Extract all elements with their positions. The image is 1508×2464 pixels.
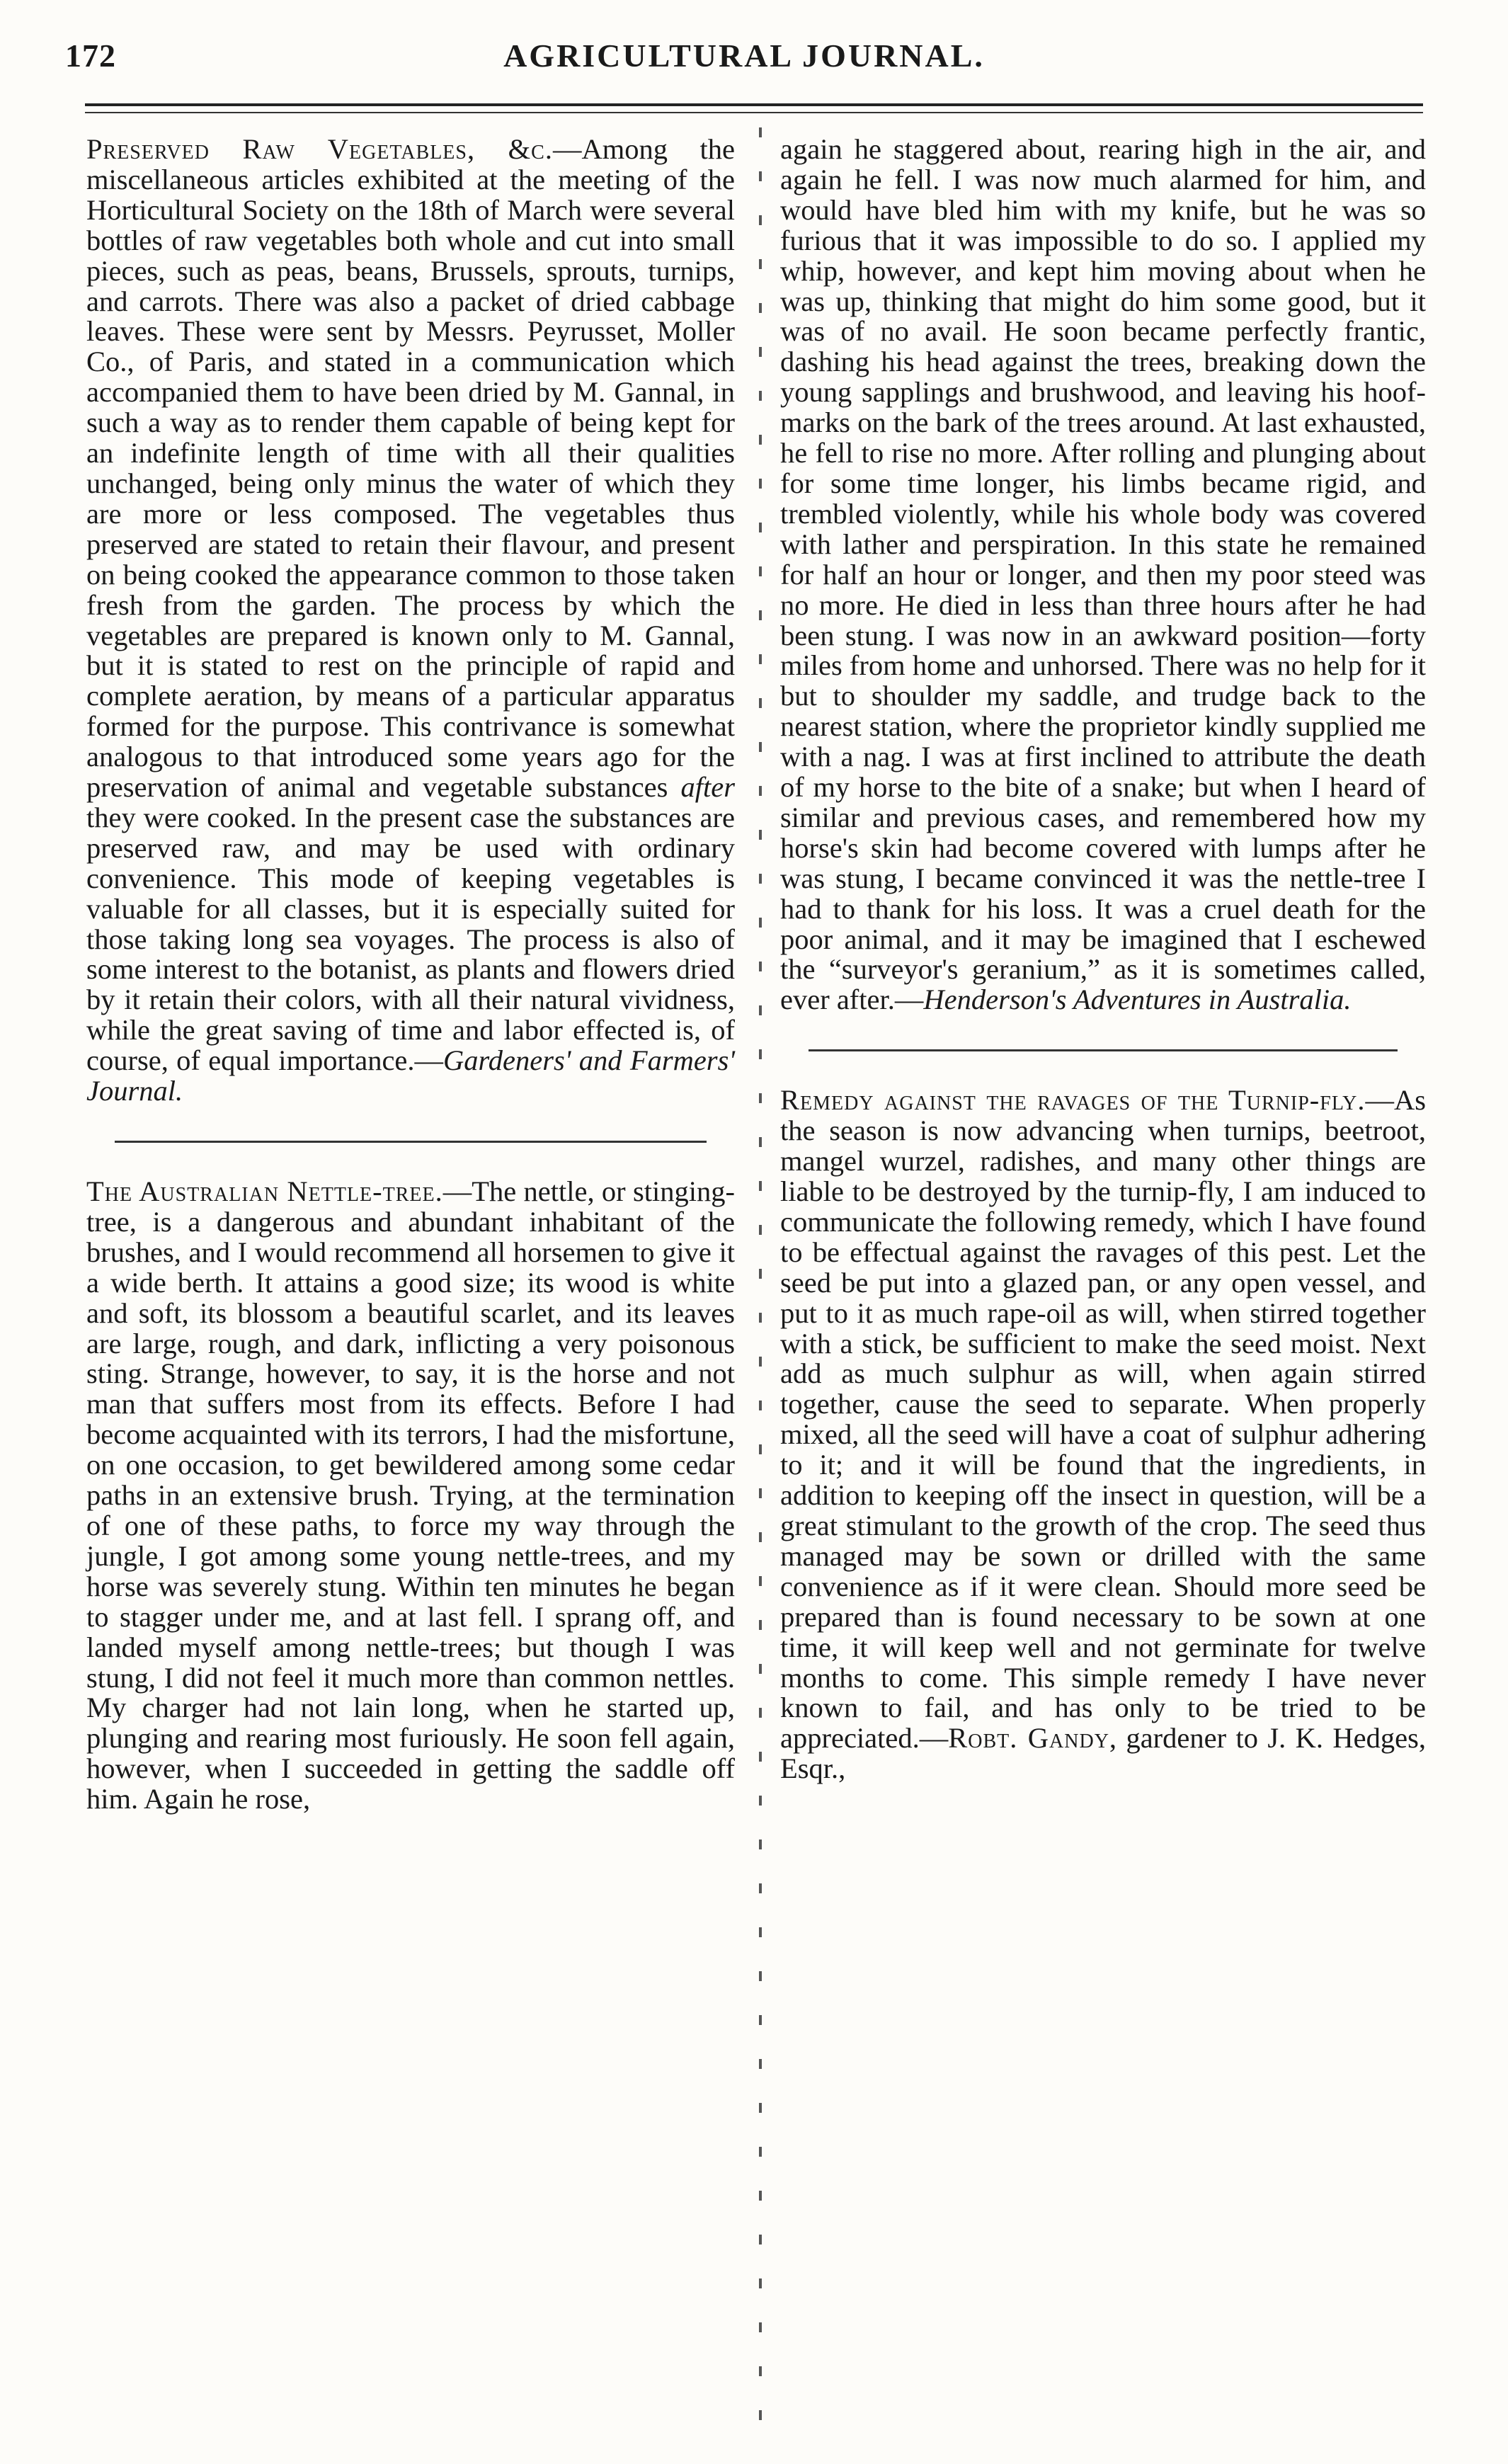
article-credit: Henderson's Adventures in Australia. — [923, 983, 1352, 1016]
article-text: —The nettle, or stinging-tree, is a dangerous and abundant inhabitant of the brushes, and I would recommend all horsemen to give it a wide berth. It attains a good size; its wood is white and soft, its blossom a beautiful scarlet, and its leaves are large, rough, and dark, inflicting a very poisonous sting. Strange, however, to say, it is the horse and not man that suffers most from its effects. Before I had become acquainted with its terrors, I had the misfortune, on one occasion, to get bewildered among some cedar paths in an extensive brush. Trying, at the termination of one of these paths, to force my way through the jungle, I got among some young nettle-trees, and my horse was severely stung. Within ten minutes he began to stagger under me, and at last fell. I sprang off, and landed myself among nettle-trees; but though I was stung, I did not feel it much more than common nettles. My charger had not lain long, when he started up, plunging and rearing most furiously. He soon fell again, however, when I succeeded in getting the saddle off him. Again he rose, — [86, 1175, 735, 1815]
article-body — [86, 1177, 735, 1815]
header-rule-thin — [85, 112, 1423, 113]
header-rule-thick — [85, 103, 1423, 106]
article-headline: Preserved Raw Vegetables, &c. — [86, 133, 553, 165]
article-text: —As the season is now advancing when turnips, beetroot, mangel wurzel, radishes, and many other things are liable to be destroyed by the turnip-fly, I am induced to communicate the following remedy, which I have found to be effectual against the ravages of this pest. Let the seed be put into a glazed pan, or any open vessel, and put to it as much rape-oil as will, when stirred together with a stick, be sufficient to make the seed moist. Next add as much sulphur as will, when again stirred together, cause the seed to separate. When properly mixed, all the seed will have a coat of sulphur adhering to it; and it will be found that the ingredients, in addition to keeping off the insect in question, will be a great stimulant to the growth of the crop. The seed thus managed may be sown or drilled with the same convenience as if it were clean. Should more seed be prepared than is found necessary to be sown at one time, it will keep well and not germinate for twelve months to come. This simple remedy I have never known to fail, and has only to be tried to be appreciated.— — [780, 1084, 1426, 1755]
article-credit: Gardeners' and Farmers' Journal. — [86, 1044, 735, 1107]
journal-title: AGRICULTURAL JOURNAL. — [503, 38, 985, 74]
left-column — [86, 135, 735, 1815]
article-text-cont: they were cooked. In the present case the substances are preserved raw, and may be used with ordinary convenience. This mode of keeping vegetables is valuable for all classes, but it is especially suited for those taking long sea voyages. The process is also of some interest to the botanist, as plants and flowers dried by it retain their colors, with all their natural vividness, while the great saving of time and labor effected is, of course, of equal importance.— — [86, 801, 735, 1077]
italic-word: after — [680, 771, 735, 804]
article-text: —Among the miscellaneous articles exhibited at the meeting of the Horticultural Society on the 18th of March were several bottles of raw vegetables both whole and cut into small pieces, such as peas, beans, Brussels, sprouts, turnips, and carrots. There was also a packet of dried cabbage leaves. These were sent by Messrs. Peyrusset, Moller Co., of Paris, and stated in a communication which accompanied them to have been dried by M. Gannal, in such a way as to render them capable of being kept for an indefinite length of time with all their qualities unchanged, being only minus the water of which they are more or less composed. The vegetables thus preserved are stated to retain their flavour, and present on being cooked the appearance common to those taken fresh from the garden. The process by which the vegetables are prepared is known only to M. Gannal, but it is stated to rest on the principle of rapid and complete aeration, by means of a particular apparatus formed for the purpose. This contrivance is somewhat analogous to that introduced some years ago for the preservation of animal and vegetable substances — [86, 133, 735, 804]
page-header — [61, 37, 1427, 86]
page-number: 172 — [65, 38, 116, 74]
article-body — [780, 135, 1426, 1015]
article-text: again he staggered about, rearing high in the air, and again he fell. I was now much alarmed for him, and would have bled him with my knife, but he was so furious that it was impossible to do so. I applied my whip, however, and kept him moving about when he was up, thinking that might do him some good, but it was of no avail. He soon became perfectly frantic, dashing his head against the trees, breaking down the young sapplings and brushwood, and leaving his hoof-marks on the bark of the trees around. At last exhausted, he fell to rise no more. After rolling and plunging about for some time longer, his limbs became rigid, and trembled violently, while his whole body was covered with lather and perspiration. In this state he remained for half an hour or longer, and then my poor steed was no more. He died in less than three hours after he had been stung. I was now in an awkward position—forty miles from home and unhorsed. There was no help for it but to shoulder my saddle, and trudge back to the nearest station, where the proprietor kindly supplied me with a nag. I was at first inclined to attribute the death of my horse to the bite of a snake; but when I heard of similar and previous cases, and remembered how my horse's skin had become covered with lumps after he was stung, I became convinced it was the nettle-tree I had to thank for his loss. It was a cruel death for the poor animal, and it may be imagined that I eschewed the “surveyor's geranium,” as it is sometimes called, ever after.— — [780, 133, 1426, 1016]
article-nettle-tree — [86, 1177, 735, 1815]
article-headline: The Australian Nettle-tree. — [86, 1175, 443, 1207]
article-separator — [809, 1049, 1398, 1051]
article-signature: Robt. Gandy — [948, 1722, 1109, 1755]
article-body — [780, 1085, 1426, 1784]
article-preserved-vegetables — [86, 135, 735, 1107]
column-divider — [759, 127, 762, 2429]
article-separator — [115, 1141, 707, 1143]
article-signature-tail: , gardener to J. K. Hedges, Esqr., — [780, 1722, 1426, 1785]
article-headline: Remedy against the ravages of the Turnip-fly. — [780, 1084, 1366, 1117]
article-nettle-tree-continued — [780, 135, 1426, 1015]
right-column — [780, 135, 1426, 1784]
article-body — [86, 135, 735, 1107]
article-turnip-fly — [780, 1085, 1426, 1784]
